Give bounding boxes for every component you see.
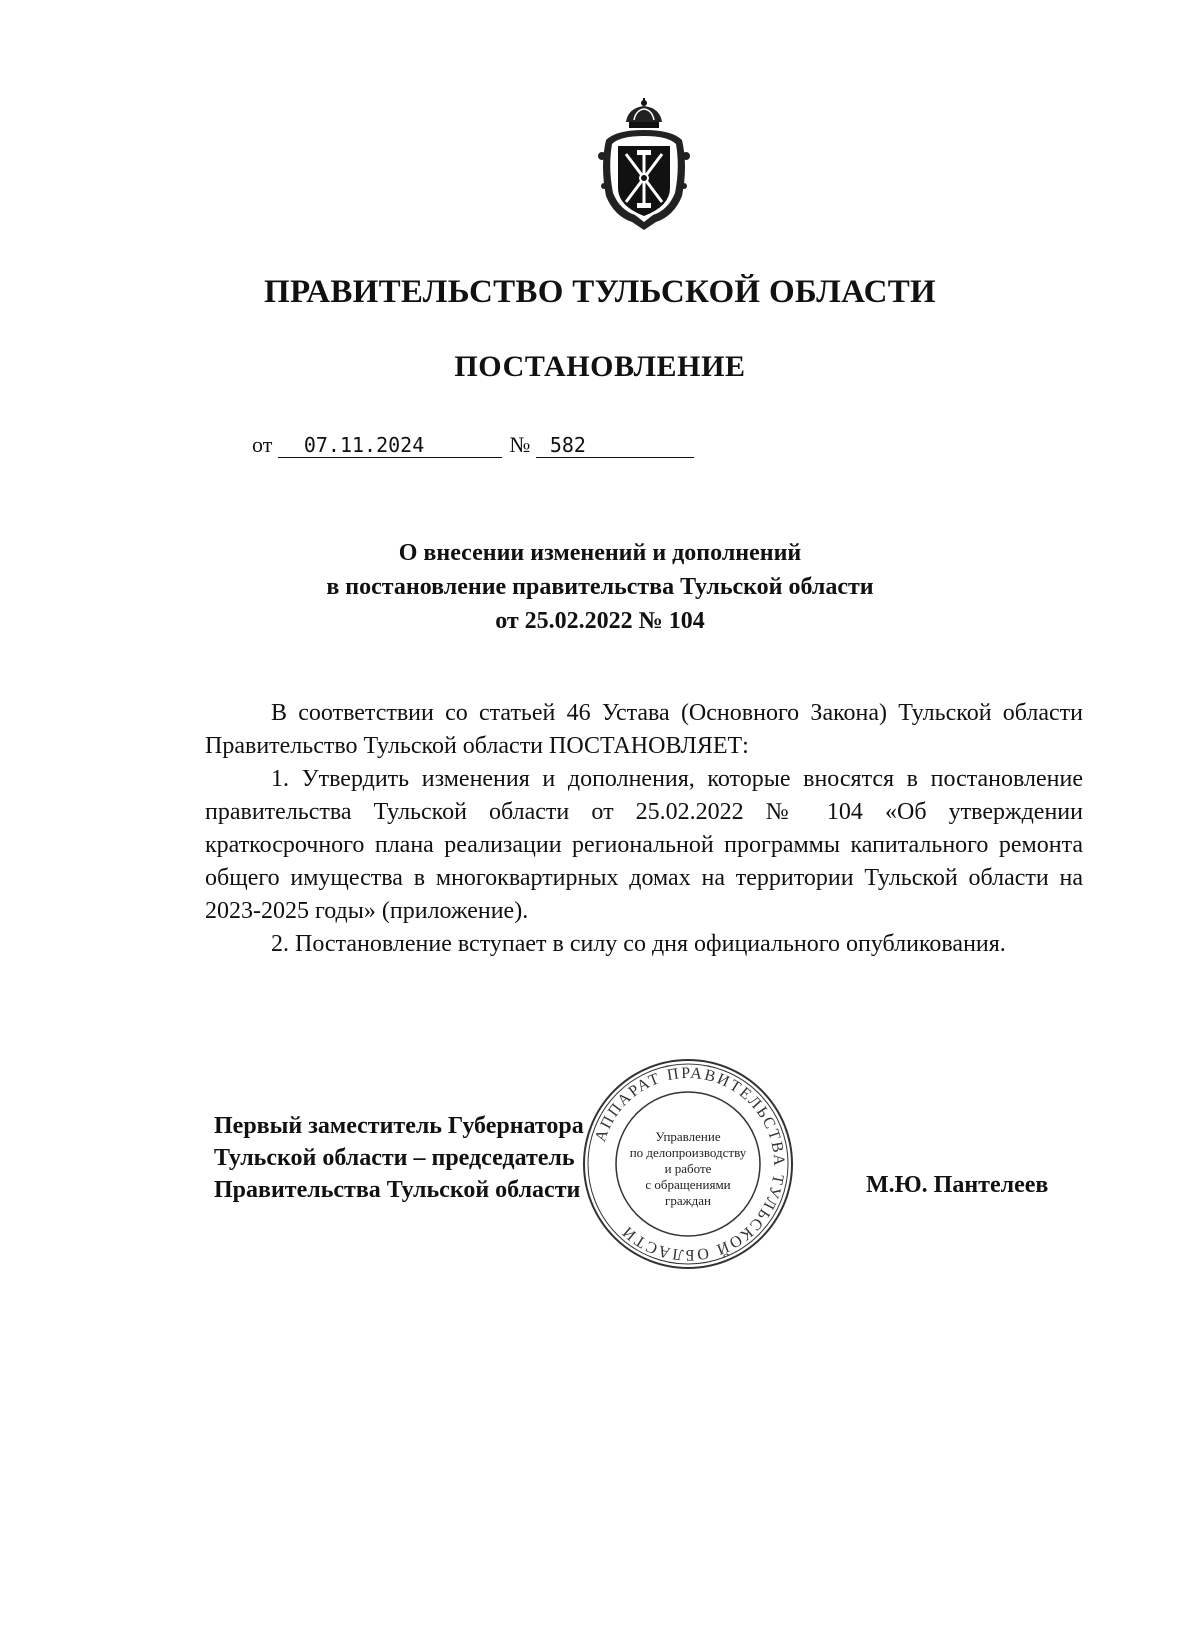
seal-line-2: по делопроизводству xyxy=(629,1145,747,1160)
heading-line-3: от 25.02.2022 № 104 xyxy=(495,608,705,634)
position-line-1: Первый заместитель Губернатора xyxy=(214,1113,584,1139)
document-date: 07.11.2024 xyxy=(278,433,502,458)
heading-line-2: в постановление правительства Тульской области xyxy=(326,574,874,600)
document-number: 582 xyxy=(536,433,694,458)
signatory-position xyxy=(214,1110,584,1206)
signatory-name: М.Ю. Пантелеев xyxy=(866,1172,1049,1198)
body-item-2: 2. Постановление вступает в силу со дня официального опубликования. xyxy=(271,931,1006,957)
seal-line-4: с обращениями xyxy=(645,1177,731,1192)
organization-title: ПРАВИТЕЛЬСТВО ТУЛЬСКОЙ ОБЛАСТИ xyxy=(264,274,936,310)
heading-line-1: О внесении изменений и дополнений xyxy=(398,540,802,566)
seal-line-3: и работе xyxy=(664,1161,712,1176)
date-prefix: от xyxy=(252,432,273,457)
coat-of-arms-icon xyxy=(592,96,696,234)
seal-inner-text xyxy=(598,1129,778,1209)
number-prefix: № xyxy=(509,432,531,457)
seal-line-5: граждан xyxy=(665,1193,711,1208)
official-seal xyxy=(578,1054,798,1274)
position-line-3: Правительства Тульской области xyxy=(214,1177,581,1203)
document-type: ПОСТАНОВЛЕНИЕ xyxy=(454,350,746,383)
document-meta xyxy=(252,432,696,458)
document-heading xyxy=(0,536,1200,638)
body-intro: В соответствии со статьей 46 Устава (Основного Закона) Тульской области Правительство Тульской области ПОСТАНОВЛЯЕТ: xyxy=(205,700,1083,759)
seal-ring-text: АППАРАТ ПРАВИТЕЛЬСТВА ТУЛЬСКОЙ ОБЛАСТИ xyxy=(592,1064,788,1264)
seal-line-1: Управление xyxy=(655,1129,721,1144)
position-line-2: Тульской области – председатель xyxy=(214,1145,575,1171)
document-body xyxy=(205,697,1083,961)
body-item-1: 1. Утвердить изменения и дополнения, которые вносятся в постановление правительства Тульской области от 25.02.2022 № 104 «Об утверждении краткосрочного плана реализации региональной программы капитального ремонта общего имущества в многоквартирных домах на территории Тульской области на 2023-2025 годы» (приложение). xyxy=(205,766,1083,924)
